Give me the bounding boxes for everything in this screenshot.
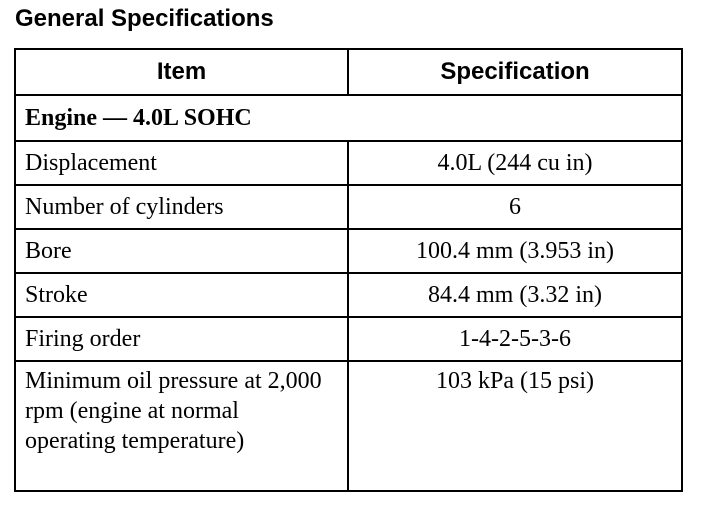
item-cell: Number of cylinders (15, 185, 348, 229)
value-cell: 103 kPa (15 psi) (348, 361, 682, 491)
table-row (15, 361, 682, 491)
value-cell: 100.4 mm (3.953 in) (348, 229, 682, 273)
column-header-specification: Specification (348, 49, 682, 95)
table-row (15, 185, 682, 229)
section-row (15, 95, 682, 141)
item-cell: Stroke (15, 273, 348, 317)
table-row (15, 273, 682, 317)
section-heading: Engine — 4.0L SOHC (15, 95, 682, 141)
item-cell: Bore (15, 229, 348, 273)
specifications-table (14, 48, 683, 492)
value-cell: 1-4-2-5-3-6 (348, 317, 682, 361)
item-cell: Firing order (15, 317, 348, 361)
table-row (15, 141, 682, 185)
value-cell: 6 (348, 185, 682, 229)
value-cell: 4.0L (244 cu in) (348, 141, 682, 185)
table-row (15, 229, 682, 273)
item-cell: Minimum oil pressure at 2,000 rpm (engine at normal operating temperature) (15, 361, 348, 491)
value-cell: 84.4 mm (3.32 in) (348, 273, 682, 317)
column-header-item: Item (15, 49, 348, 95)
table-row (15, 317, 682, 361)
header-row (15, 49, 682, 95)
item-cell: Displacement (15, 141, 348, 185)
page-title: General Specifications (15, 5, 274, 32)
